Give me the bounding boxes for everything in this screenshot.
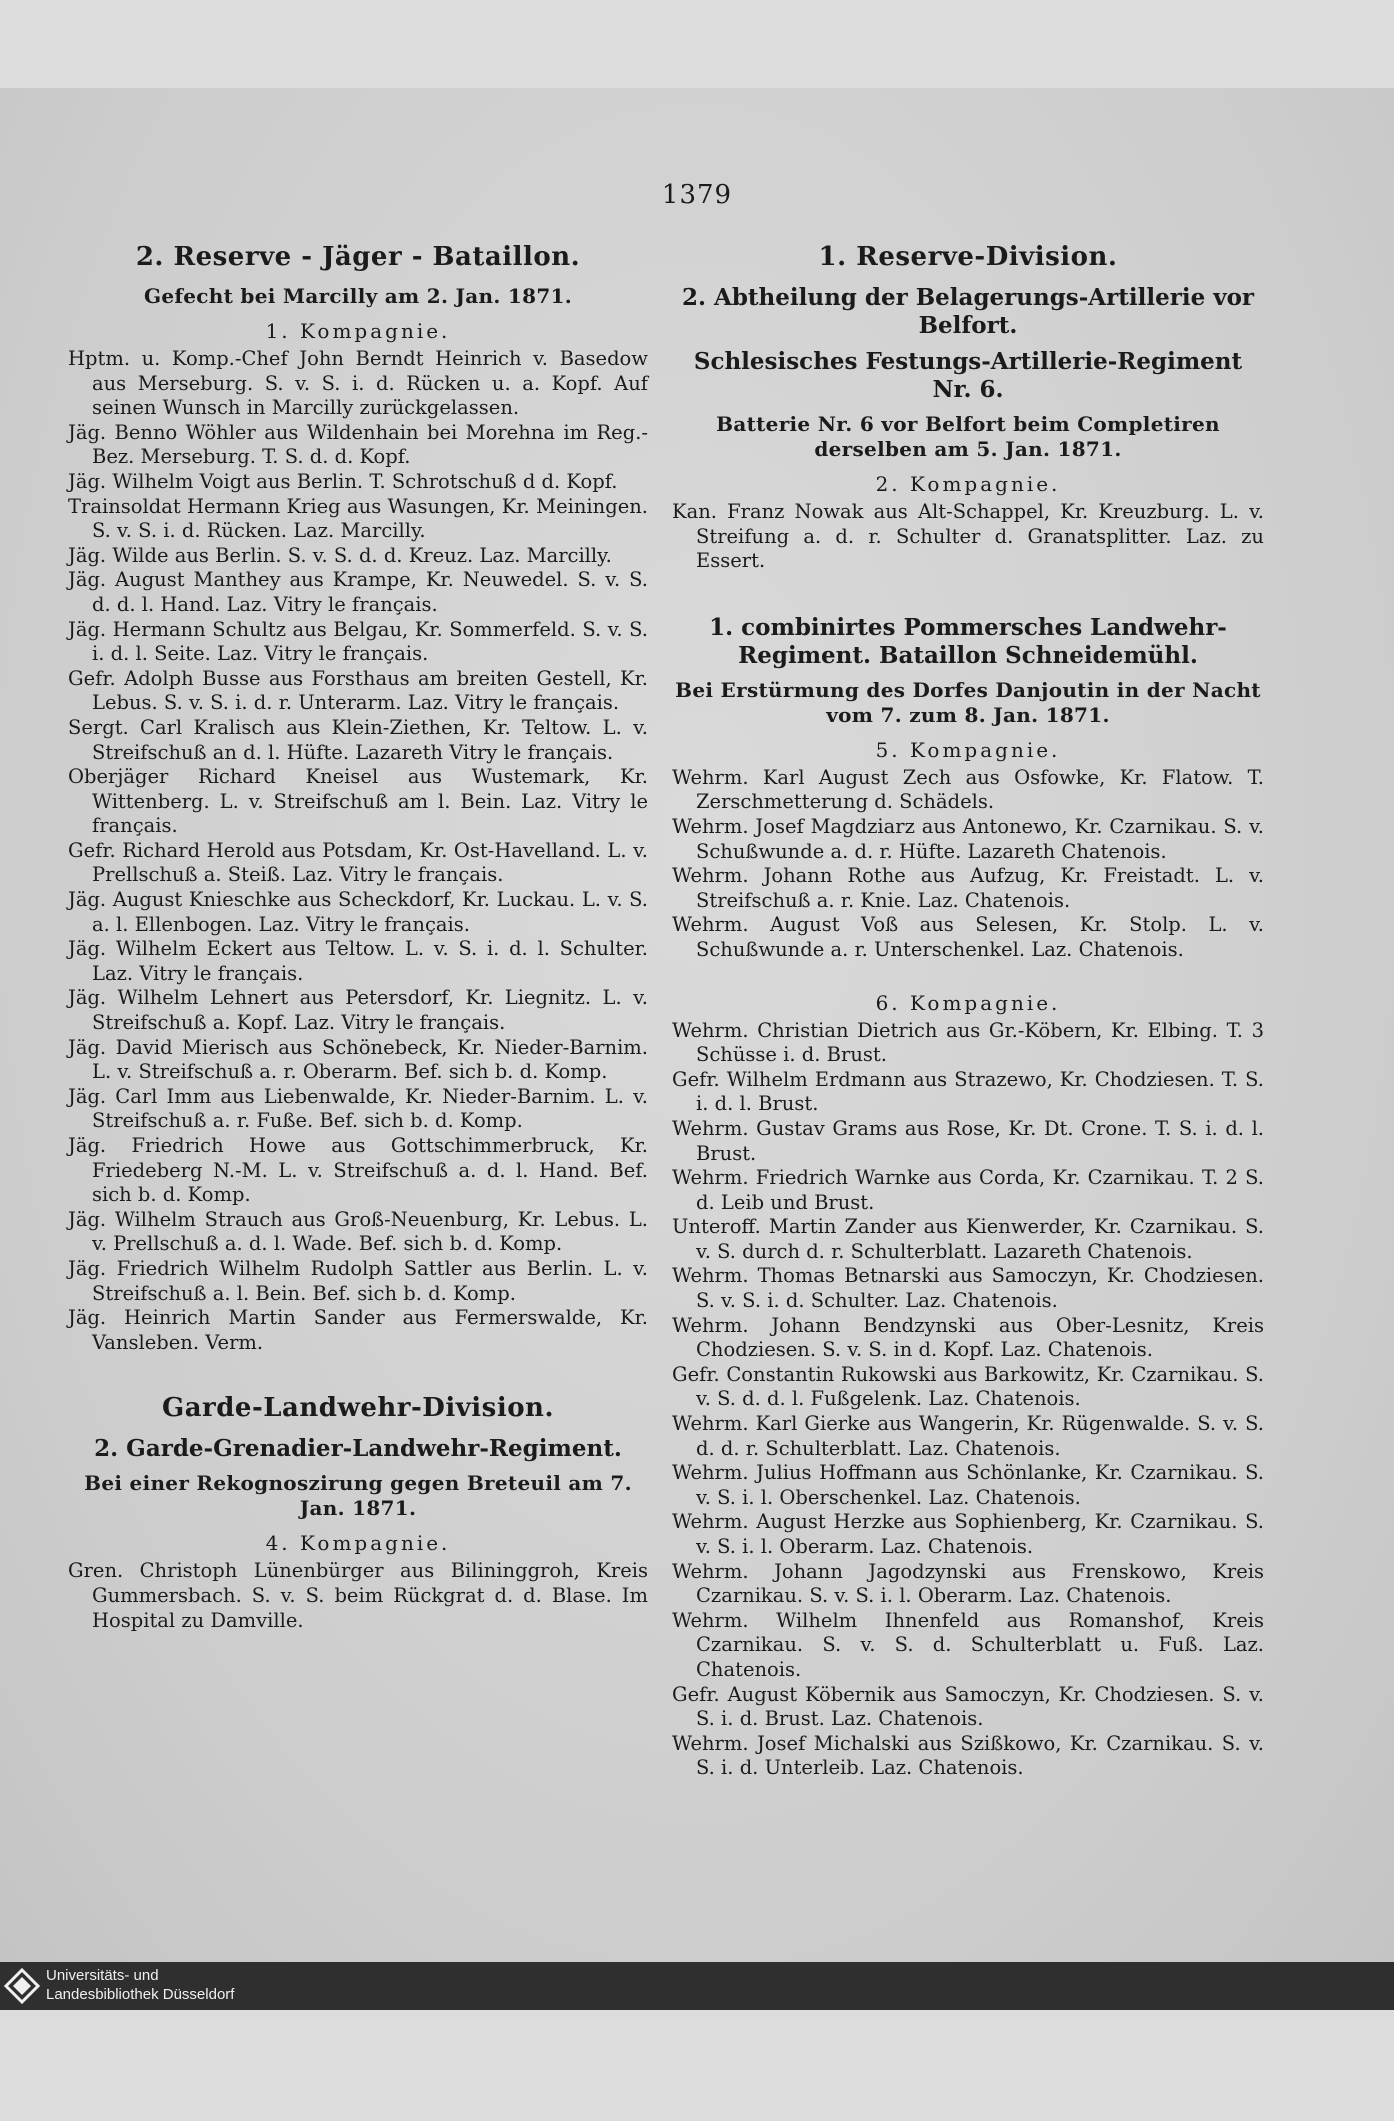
casualty-entry: Gefr. Richard Herold aus Potsdam, Kr. Ost-Havelland. L. v. Prellschuß a. Steiß. Laz. Vitry le français. <box>68 838 648 887</box>
casualty-entry: Jäg. Wilhelm Lehnert aus Petersdorf, Kr. Liegnitz. L. v. Streifschuß a. Kopf. Laz. Vitry le français. <box>68 986 648 1035</box>
company-heading: 2. Kompagnie. <box>875 472 1061 496</box>
casualty-entry: Wehrm. Gustav Grams aus Rose, Kr. Dt. Crone. T. S. i. d. l. Brust. <box>672 1116 1264 1165</box>
casualty-entry: Oberjäger Richard Kneisel aus Wustemark, Kr. Wittenberg. L. v. Streifschuß am l. Bein. Laz. Vitry le français. <box>68 765 648 838</box>
casualty-entry: Unteroff. Martin Zander aus Kienwerder, Kr. Czarnikau. S. v. S. durch d. r. Schulterblatt. Lazareth Chatenois. <box>672 1215 1264 1263</box>
casualty-entry: Wehrm. Johann Jagodzynski aus Frenskowo, Kreis Czarnikau. S. v. S. i. l. Oberarm. Laz. Chatenois. <box>672 1559 1264 1608</box>
casualty-entry: Wehrm. Friedrich Warnke aus Corda, Kr. Czarnikau. T. 2 S. d. Leib und Brust. <box>672 1166 1264 1214</box>
casualty-entry: Wehrm. August Voß aus Selesen, Kr. Stolp. L. v. Schußwunde a. r. Unterschenkel. Laz. Chatenois. <box>672 913 1264 961</box>
company-heading: 4. Kompagnie. <box>265 1531 451 1556</box>
casualty-entry: Wehrm. Karl August Zech aus Osfowke, Kr. Flatow. T. Zerschmetterung d. Schädels. <box>672 765 1264 814</box>
casualty-entry: Jäg. Friedrich Howe aus Gottschimmerbruck, Kr. Friedeberg N.-M. L. v. Streifschuß a. d. l. Hand. Bef. sich b. d. Komp. <box>68 1134 648 1207</box>
division-title-reserve: 1. Reserve-Division. <box>818 242 1118 272</box>
casualty-entry: Wehrm. August Herzke aus Sophienberg, Kr. Czarnikau. S. v. S. i. l. Oberarm. Laz. Chatenois. <box>672 1510 1264 1558</box>
regiment-heading: Schlesisches Festungs-Artillerie-Regiment Nr. 6. <box>693 348 1243 403</box>
casualty-entry: Jäg. August Manthey aus Krampe, Kr. Neuwedel. S. v. S. d. d. l. Hand. Laz. Vitry le français. <box>68 568 648 616</box>
company-heading: 5. Kompagnie. <box>875 737 1061 762</box>
regiment-heading: 2. Garde-Grenadier-Landwehr-Regiment. <box>94 1435 622 1463</box>
library-name-line2: Landesbibliothek Düsseldorf <box>46 1986 235 2003</box>
casualty-entry: Hptm. u. Komp.-Chef John Berndt Heinrich v. Basedow aus Merseburg. S. v. S. i. d. Rücken u. a. Kopf. Auf seinen Wunsch in Marcilly zurückgelassen. <box>68 347 648 420</box>
casualty-entry: Wehrm. Josef Michalski aus Szißkowo, Kr. Czarnikau. S. v. S. i. d. Unterleib. Laz. Chatenois. <box>672 1731 1264 1780</box>
company-heading: 1. Kompagnie. <box>265 319 451 343</box>
ulb-diamond-logo-icon <box>4 1968 40 2004</box>
casualty-entry: Wehrm. Josef Magdziarz aus Antonewo, Kr. Czarnikau. S. v. Schußwunde a. d. r. Hüfte. Lazareth Chatenois. <box>672 814 1264 863</box>
casualty-list <box>672 1019 1264 1781</box>
casualty-entry: Gefr. Wilhelm Erdmann aus Strazewo, Kr. Chodziesen. T. S. i. d. l. Brust. <box>672 1067 1264 1116</box>
battle-heading-breteuil: Bei einer Rekognoszirung gegen Breteuil am 7. Jan. 1871. <box>84 1471 632 1521</box>
library-name-line1: Universitäts- und <box>46 1967 159 1984</box>
casualty-entry: Gefr. Adolph Busse aus Forsthaus am breiten Gestell, Kr. Lebus. S. v. S. i. d. r. Unterarm. Laz. Vitry le français. <box>68 666 648 715</box>
left-column <box>68 238 648 1633</box>
casualty-entry: Trainsoldat Hermann Krieg aus Wasungen, Kr. Meiningen. S. v. S. i. d. Rücken. Laz. Marcilly. <box>68 494 648 543</box>
casualty-entry: Jäg. Friedrich Wilhelm Rudolph Sattler aus Berlin. L. v. Streifschuß a. l. Bein. Bef. sich b. d. Komp. <box>68 1256 648 1305</box>
casualty-list <box>68 1559 648 1633</box>
right-column <box>672 238 1264 1781</box>
casualty-entry: Jäg. David Mierisch aus Schönebeck, Kr. Nieder-Barnim. L. v. Streifschuß a. r. Oberarm. Bef. sich b. d. Komp. <box>68 1035 648 1084</box>
casualty-entry: Wehrm. Julius Hoffmann aus Schönlanke, Kr. Czarnikau. S. v. S. i. l. Oberschenkel. Laz. Chatenois. <box>672 1461 1264 1509</box>
casualty-entry: Jäg. Wilhelm Voigt aus Berlin. T. Schrotschuß d d. Kopf. <box>68 469 618 493</box>
regiment-heading: 2. Abtheilung der Belagerungs-Artillerie vor Belfort. <box>681 284 1255 339</box>
casualty-entry: Wehrm. Thomas Betnarski aus Samoczyn, Kr. Chodziesen. S. v. S. i. d. Schulter. Laz. Chatenois. <box>672 1264 1264 1313</box>
casualty-list <box>68 347 648 1355</box>
scan-bottom-margin <box>0 2010 1394 2121</box>
battle-heading-marcilly: Gefecht bei Marcilly am 2. Jan. 1871. <box>143 284 573 308</box>
casualty-entry: Wehrm. Karl Gierke aus Wangerin, Kr. Rügenwalde. S. v. S. d. d. r. Schulterblatt. Laz. Chatenois. <box>672 1412 1264 1460</box>
casualty-entry: Wehrm. Wilhelm Ihnenfeld aus Romanshof, Kreis Czarnikau. S. v. S. d. Schulterblatt u. Fuß. Laz. Chatenois. <box>672 1608 1264 1681</box>
casualty-entry: Jäg. Wilde aus Berlin. S. v. S. d. d. Kreuz. Laz. Marcilly. <box>68 543 612 567</box>
casualty-entry: Kan. Franz Nowak aus Alt-Schappel, Kr. Kreuzburg. L. v. Streifung a. d. r. Schulter d. Granatsplitter. Laz. zu Essert. <box>672 500 1264 573</box>
casualty-entry: Jäg. Benno Wöhler aus Wildenhain bei Morehna im Reg.-Bez. Merseburg. T. S. d. d. Kopf. <box>68 420 648 469</box>
casualty-entry: Wehrm. Christian Dietrich aus Gr.-Köbern, Kr. Elbing. T. 3 Schüsse i. d. Brust. <box>672 1018 1264 1067</box>
library-footer <box>0 1962 1394 2010</box>
casualty-list <box>672 500 1264 574</box>
casualty-list <box>672 766 1264 963</box>
casualty-entry: Jäg. Carl Imm aus Liebenwalde, Kr. Nieder-Barnim. L. v. Streifschuß a. r. Fuße. Bef. sich b. d. Komp. <box>68 1084 648 1133</box>
company-heading: 6. Kompagnie. <box>875 990 1061 1015</box>
page-number: 1379 <box>661 180 733 210</box>
casualty-entry: Gefr. August Köbernik aus Samoczyn, Kr. Chodziesen. S. v. S. i. d. Brust. Laz. Chatenois. <box>672 1682 1264 1731</box>
library-name <box>46 1966 234 2004</box>
battle-heading-danjoutin: Bei Erstürmung des Dorfes Danjoutin in der Nacht vom 7. zum 8. Jan. 1871. <box>675 677 1261 727</box>
division-title-garde-landwehr: Garde-Landwehr-Division. <box>161 1393 554 1424</box>
casualty-entry: Jäg. Wilhelm Strauch aus Groß-Neuenburg, Kr. Lebus. L. v. Prellschuß a. d. l. Wade. Bef. sich b. d. Komp. <box>68 1207 648 1256</box>
scan-top-margin <box>0 0 1394 88</box>
document-page <box>0 88 1394 1962</box>
casualty-entry: Jäg. Hermann Schultz aus Belgau, Kr. Sommerfeld. S. v. S. i. d. l. Seite. Laz. Vitry le français. <box>68 617 648 666</box>
casualty-entry: Sergt. Carl Kralisch aus Klein-Ziethen, Kr. Teltow. L. v. Streifschuß an d. l. Hüfte. Lazareth Vitry le français. <box>68 715 648 764</box>
regiment-heading: 1. combinirtes Pommersches Landwehr-Regiment. Bataillon Schneidemühl. <box>709 613 1227 669</box>
casualty-entry: Jäg. Wilhelm Eckert aus Teltow. L. v. S. i. d. l. Schulter. Laz. Vitry le français. <box>68 937 648 985</box>
casualty-entry: Wehrm. Johann Rothe aus Aufzug, Kr. Freistadt. L. v. Streifschuß a. r. Knie. Laz. Chatenois. <box>672 864 1264 912</box>
section-title-reserve-jaeger: 2. Reserve - Jäger - Bataillon. <box>135 242 581 272</box>
casualty-entry: Wehrm. Johann Bendzynski aus Ober-Lesnitz, Kreis Chodziesen. S. v. S. in d. Kopf. Laz. Chatenois. <box>672 1313 1264 1362</box>
casualty-entry: Gefr. Constantin Rukowski aus Barkowitz, Kr. Czarnikau. S. v. S. d. d. l. Fußgelenk. Laz. Chatenois. <box>672 1362 1264 1411</box>
casualty-entry: Jäg. August Knieschke aus Scheckdorf, Kr. Luckau. L. v. S. a. l. Ellenbogen. Laz. Vitry le français. <box>68 888 648 936</box>
casualty-entry: Gren. Christoph Lünenbürger aus Bilininggroh, Kreis Gummersbach. S. v. S. beim Rückgrat d. d. Blase. Im Hospital zu Damville. <box>68 1559 648 1632</box>
casualty-entry: Jäg. Heinrich Martin Sander aus Fermerswalde, Kr. Vansleben. Verm. <box>68 1306 648 1354</box>
battle-heading-belfort: Batterie Nr. 6 vor Belfort beim Completiren derselben am 5. Jan. 1871. <box>716 412 1220 461</box>
